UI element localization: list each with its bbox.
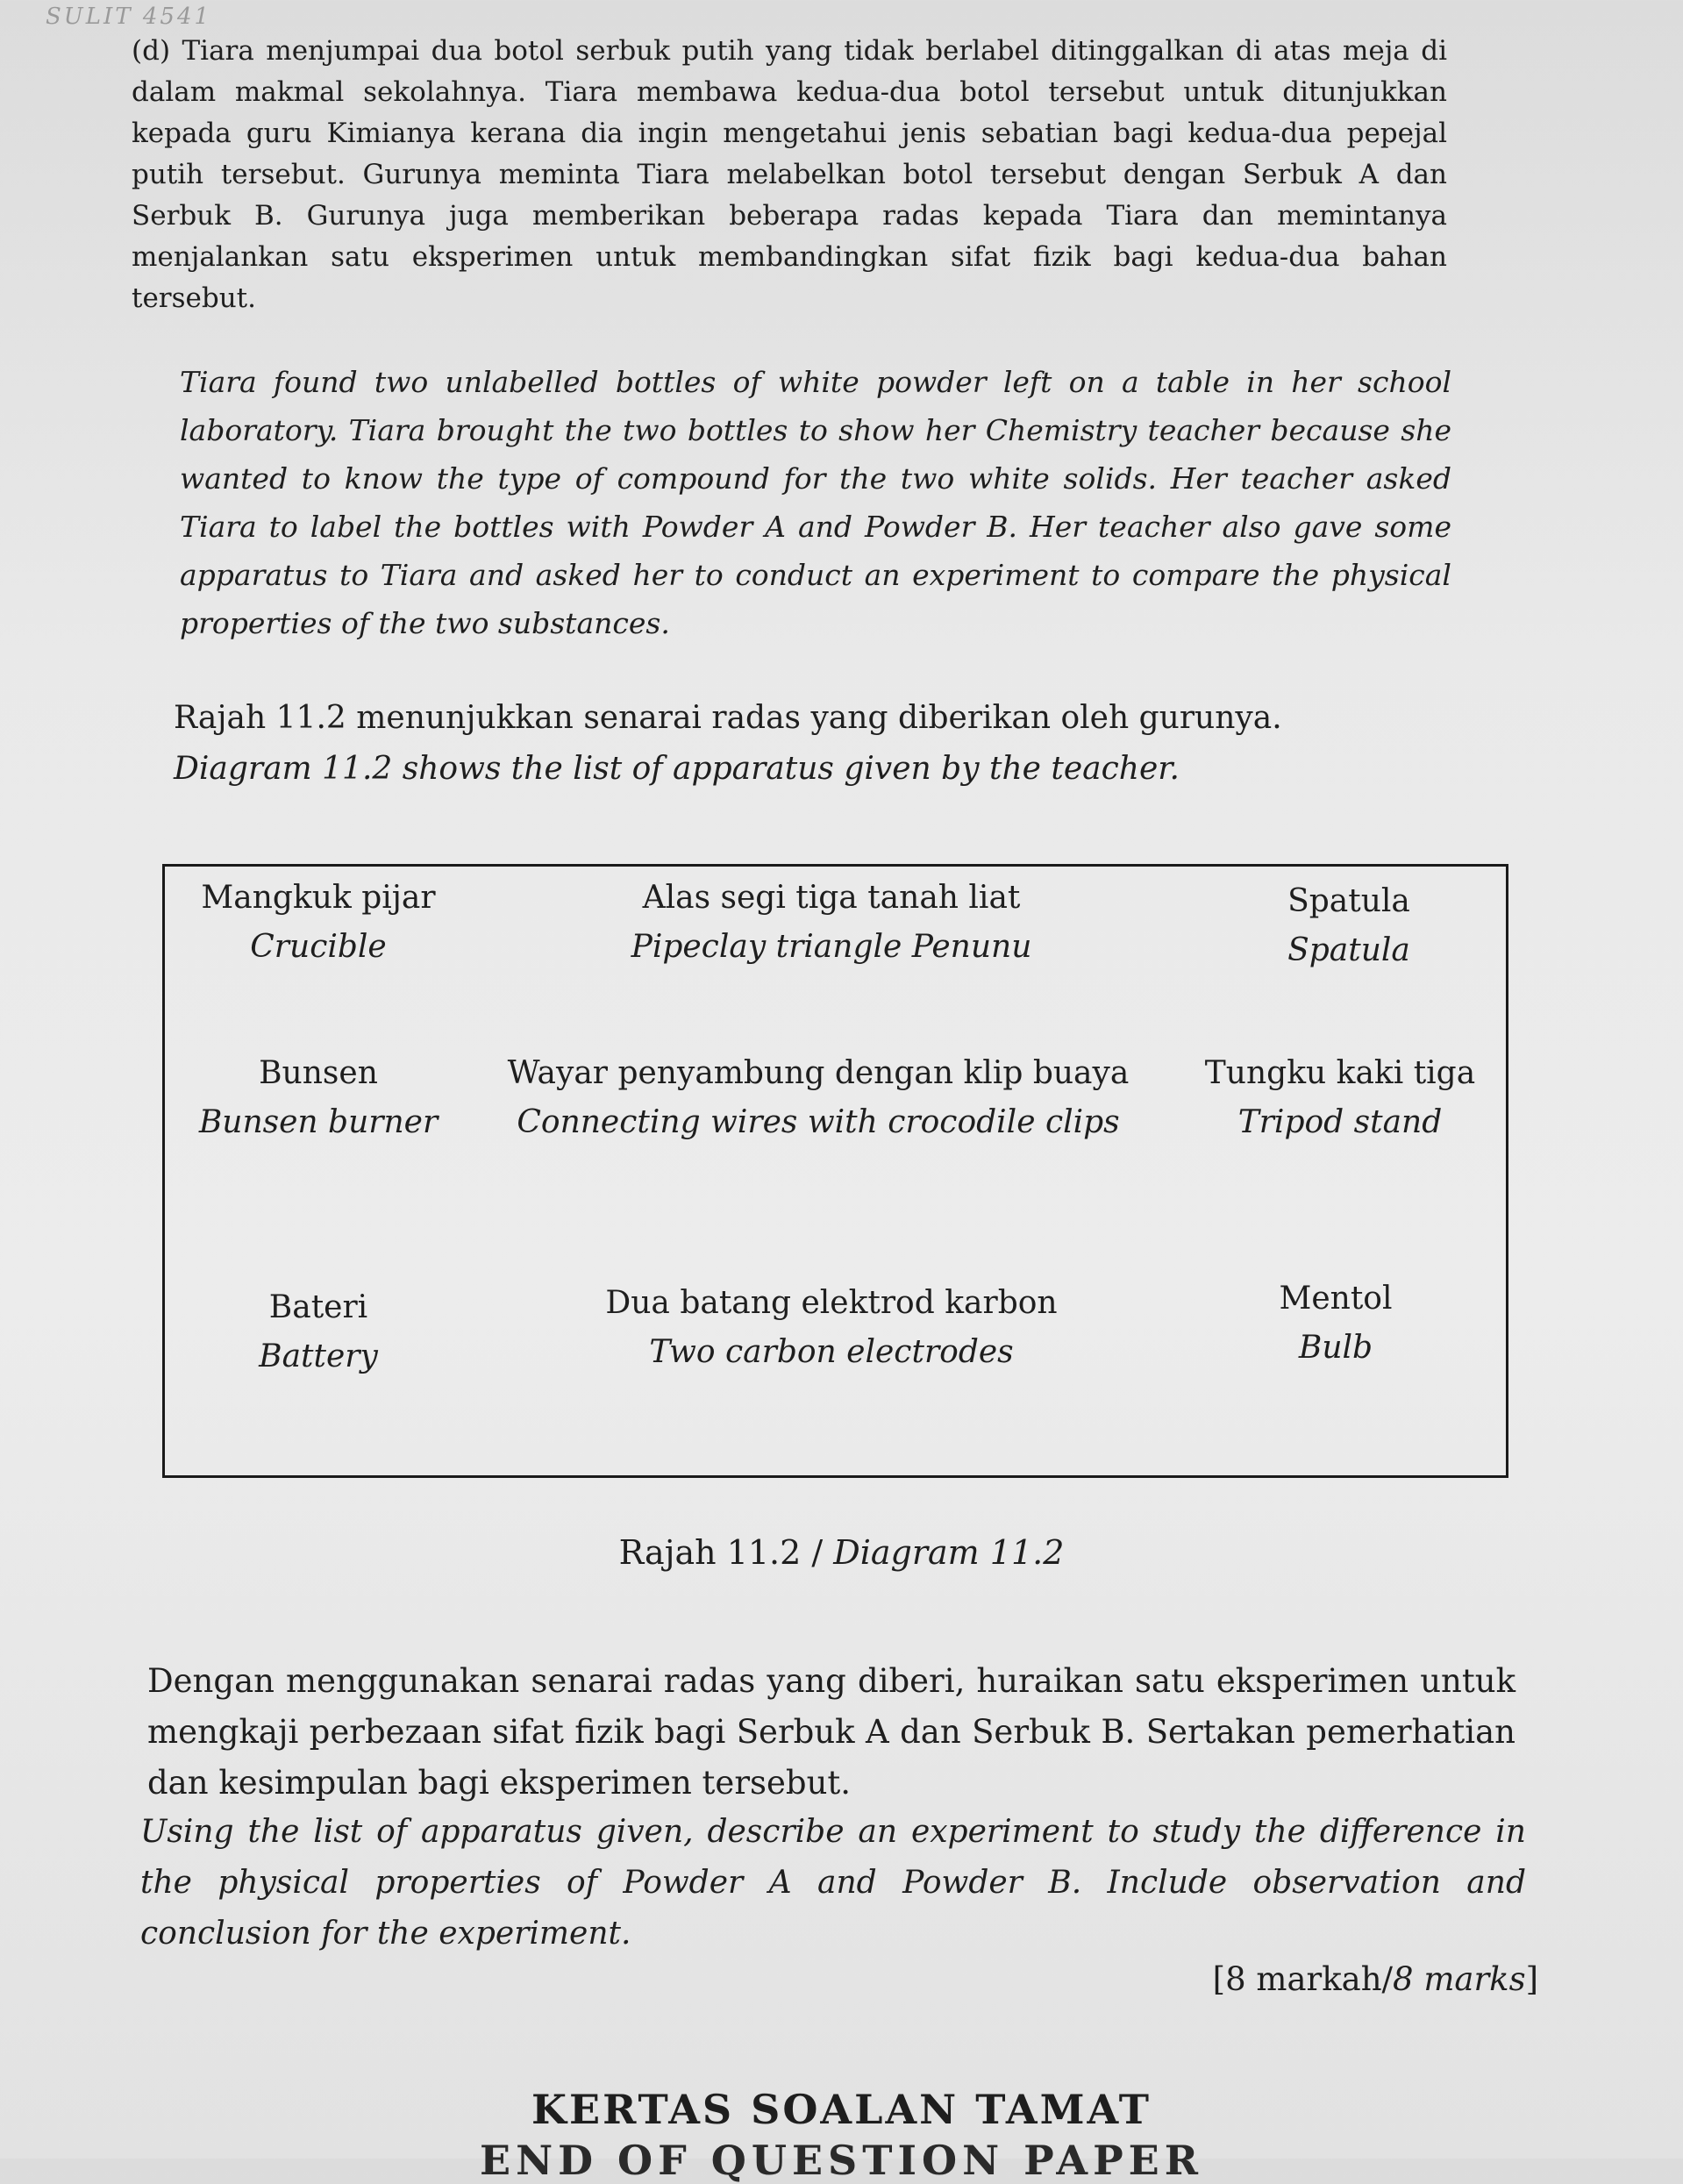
- diagram-intro-ms: Rajah 11.2 menunjukkan senarai radas yang diberikan oleh gurunya.: [174, 700, 1282, 736]
- apparatus-item: [533, 874, 1130, 972]
- question-paragraph-en: Tiara found two unlabelled bottles of white powder left on a table in her school laboratory. Tiara brought the two bottles to show her Chemistry teacher because she wanted to know the type of compound for the two white solids. Her teacher asked Tiara to label the bottles with Powder A and Powder B. Her teacher also gave some apparatus to Tiara and asked her to conduct an experiment to compare the physical properties of the two substances.: [180, 365, 1451, 640]
- apparatus-item: [174, 874, 463, 972]
- apparatus-name-en: Bunsen burner: [198, 1104, 439, 1140]
- question-text-ms: Tiara menjumpai dua botol serbuk putih yang tidak berlabel ditinggalkan di atas meja di dalam makmal sekolahnya. Tiara membawa kedua-dua botol tersebut untuk ditunjukkan kepada guru Kimianya kerana dia ingin mengetahui jenis sebatian bagi kedua-dua pepejal putih tersebut. Gurunya meminta Tiara melabelkan botol tersebut dengan Serbuk A dan Serbuk B. Gurunya juga memberikan beberapa radas kepada Tiara dan memintanya menjalankan satu eksperimen untuk membandingkan sifat fizik bagi kedua-dua bahan tersebut.: [132, 35, 1447, 314]
- apparatus-name-en: Spatula: [1287, 932, 1410, 968]
- marks-close: ]: [1525, 1960, 1538, 1998]
- apparatus-name-ms: Wayar penyambung dengan klip buaya: [507, 1055, 1130, 1091]
- apparatus-item: [174, 1049, 463, 1147]
- apparatus-name-en: Bulb: [1298, 1330, 1373, 1366]
- apparatus-name-ms: Mentol: [1279, 1281, 1393, 1317]
- apparatus-item: [472, 1049, 1165, 1147]
- marks-allocation: [1213, 1960, 1538, 1998]
- apparatus-name-ms: Tungku kaki tiga: [1204, 1055, 1476, 1091]
- question-paragraph-ms: [132, 31, 1447, 319]
- end-of-paper-ms: KERTAS SOALAN TAMAT: [531, 2086, 1152, 2133]
- apparatus-name-ms: Bunsen: [259, 1055, 378, 1091]
- task-instruction-ms: Dengan menggunakan senarai radas yang diberi, huraikan satu eksperimen untuk mengkaji perbezaan sifat fizik bagi Serbuk A dan Serbuk B. Sertakan pemerhatian dan kesimpulan bagi eksperimen tersebut.: [147, 1662, 1515, 1802]
- marks-en: 8 marks: [1393, 1960, 1526, 1998]
- page-header-code: SULIT 4541: [46, 4, 212, 30]
- apparatus-item: [1204, 877, 1494, 975]
- apparatus-name-ms: Bateri: [268, 1289, 368, 1325]
- marks-ms: [8 markah/: [1212, 1960, 1394, 1998]
- apparatus-item: [1191, 1274, 1480, 1373]
- apparatus-list-box: [162, 864, 1508, 1478]
- diagram-intro-en: Diagram 11.2 shows the list of apparatus given by the teacher.: [174, 751, 1180, 787]
- apparatus-name-ms: Alas segi tiga tanah liat: [642, 880, 1021, 916]
- task-instruction-en: Using the list of apparatus given, describe an experiment to study the difference in the physical properties of Powder A and Powder B. Include observation and conclusion for the experiment.: [140, 1814, 1526, 1952]
- diagram-caption-ms: Rajah 11.2 /: [618, 1533, 834, 1572]
- apparatus-item: [174, 1283, 463, 1381]
- apparatus-name-ms: Dua batang elektrod karbon: [605, 1285, 1058, 1321]
- question-number: (d): [132, 35, 171, 67]
- apparatus-item: [1173, 1049, 1507, 1147]
- apparatus-name-en: Two carbon electrodes: [649, 1334, 1014, 1370]
- diagram-caption-en: Diagram 11.2: [833, 1533, 1065, 1572]
- apparatus-name-en: Tripod stand: [1237, 1104, 1443, 1140]
- apparatus-name-en: Battery: [259, 1338, 378, 1374]
- end-of-paper-en: END OF QUESTION PAPER: [480, 2137, 1203, 2184]
- diagram-caption: [0, 1533, 1683, 1572]
- apparatus-item: [533, 1279, 1130, 1377]
- apparatus-name-en: Crucible: [250, 929, 387, 965]
- apparatus-name-en: Pipeclay triangle Penunu: [631, 929, 1032, 965]
- apparatus-name-ms: Mangkuk pijar: [201, 880, 436, 916]
- apparatus-name-ms: Spatula: [1287, 883, 1410, 919]
- apparatus-name-en: Connecting wires with crocodile clips: [517, 1104, 1120, 1140]
